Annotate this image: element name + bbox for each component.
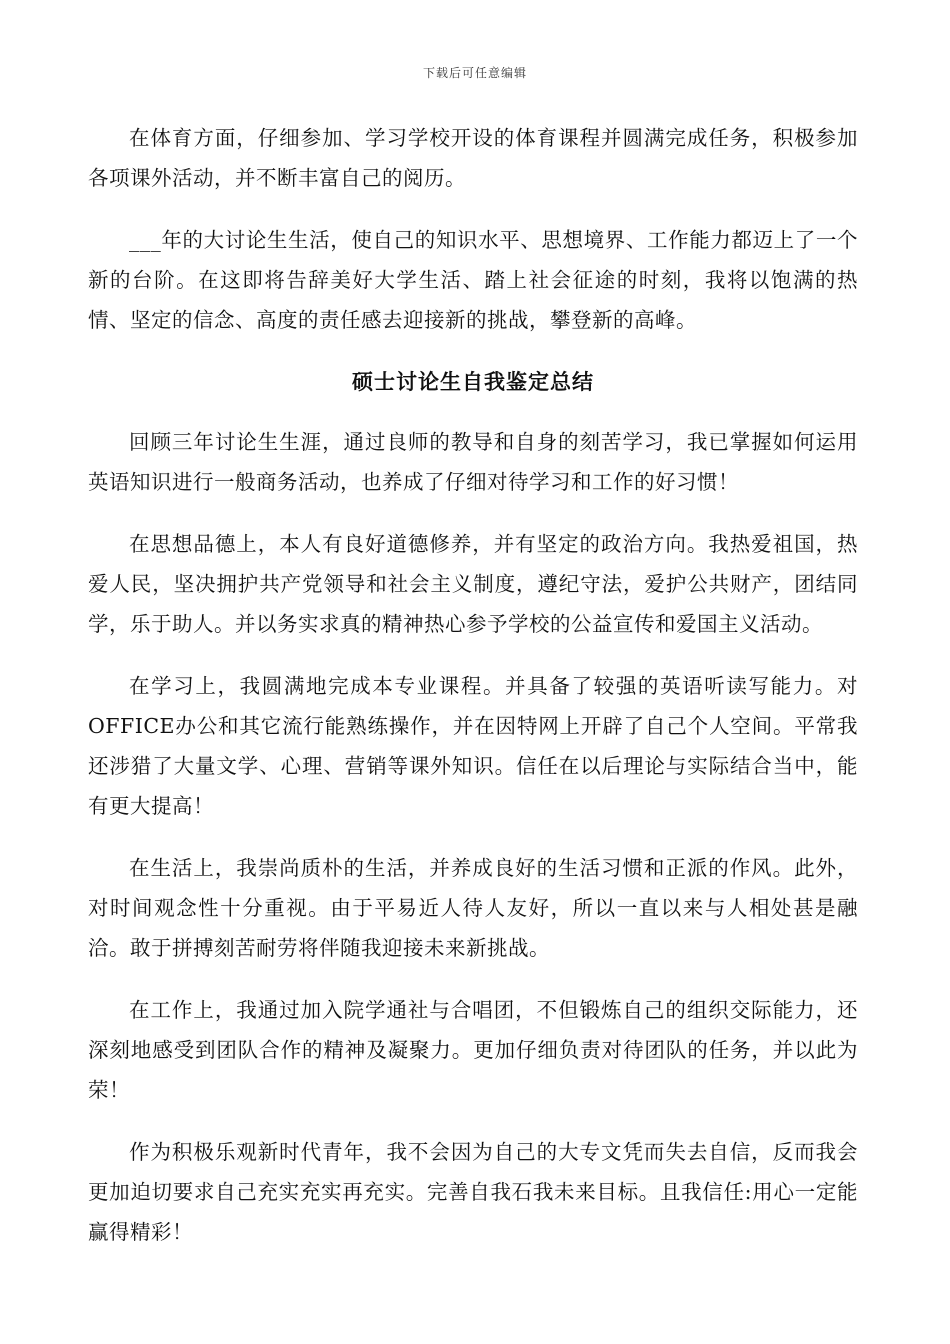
paragraph-study: 在学习上，我圆满地完成本专业课程。并具备了较强的英语听读写能力。对OFFICE办公和其它流行能熟练操作，并在因特网上开辟了自己个人空间。平常我还涉猎了大量文学、心理、营销等课外知识。信任在以后理论与实际结合当中，能有更大提高！ — [88, 674, 858, 818]
document-body — [88, 118, 858, 1274]
paragraph-life: 在生活上，我崇尚质朴的生活，并养成良好的生活习惯和正派的作风。此外，对时间观念性十分重视。由于平易近人待人友好，所以一直以来与人相处甚是融洽。敢于拼搏刻苦耐劳将伴随我迎接未来新挑战。 — [88, 856, 858, 960]
paragraph-sports: 在体育方面，仔细参加、学习学校开设的体育课程并圆满完成任务，积极参加各项课外活动，并不断丰富自己的阅历。 — [88, 126, 858, 190]
paragraph-review: 回顾三年讨论生生涯，通过良师的教导和自身的刻苦学习，我已掌握如何运用英语知识进行一般商务活动，也养成了仔细对待学习和工作的好习惯！ — [88, 430, 858, 494]
paragraph-graduate-life: ___年的大讨论生生活，使自己的知识水平、思想境界、工作能力都迈上了一个新的台阶。在这即将告辞美好大学生活、踏上社会征途的时刻，我将以饱满的热情、坚定的信念、高度的责任感去迎接新的挑战，攀登新的高峰。 — [88, 228, 858, 332]
page-header: 下载后可任意编辑 — [422, 66, 527, 80]
paragraph-ideology: 在思想品德上，本人有良好道德修养，并有坚定的政治方向。我热爱祖国，热爱人民，坚决拥护共产党领导和社会主义制度，遵纪守法，爱护公共财产，团结同学，乐于助人。并以务实求真的精神热心参予学校的公益宣传和爱国主义活动。 — [88, 532, 858, 636]
paragraph-conclusion: 作为积极乐观新时代青年，我不会因为自己的大专文凭而失去自信，反而我会更加迫切要求自己充实充实再充实。完善自我石我未来目标。且我信任:用心一定能赢得精彩！ — [88, 1140, 858, 1244]
paragraph-work: 在工作上，我通过加入院学通社与合唱团，不但锻炼自己的组织交际能力，还深刻地感受到团队合作的精神及凝聚力。更加仔细负责对待团队的任务，并以此为荣！ — [88, 998, 858, 1102]
section-title: 硕士讨论生自我鉴定总结 — [352, 369, 594, 394]
